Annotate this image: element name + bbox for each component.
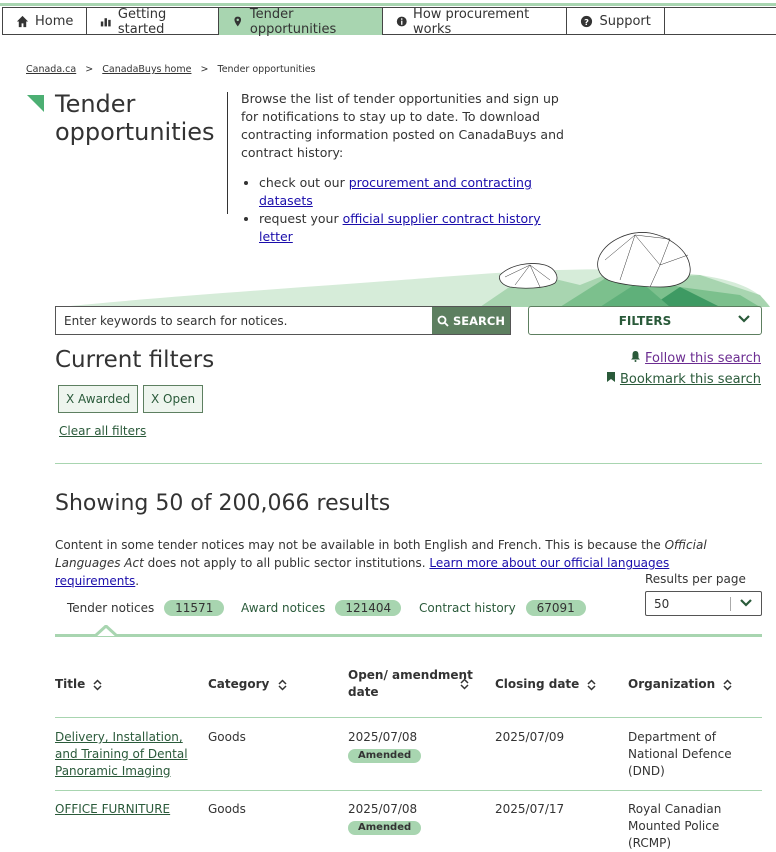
note-text: does not apply to all public sector institutions. (143, 556, 430, 570)
top-accent-bar (0, 0, 776, 6)
intro-list-item (259, 174, 571, 210)
breadcrumb-separator: > (200, 64, 209, 75)
amended-badge: Amended (348, 749, 421, 763)
column-header-label: Open/ amendment date (348, 668, 473, 699)
follow-search-link[interactable]: Follow this search (645, 351, 761, 366)
filters-label: FILTERS (618, 313, 672, 328)
table-row-closing-date: 2025/07/17 (495, 802, 565, 816)
results-count-heading: Showing 50 of 200,066 results (55, 491, 391, 516)
nav-label: How procurement works (413, 6, 530, 37)
table-row-category: Goods (208, 730, 246, 744)
sort-icon (587, 679, 596, 691)
sort-icon (278, 679, 287, 691)
intro-text (241, 90, 571, 246)
column-header-category[interactable] (208, 676, 287, 693)
note-text: . (135, 574, 140, 588)
tab-award-notices[interactable] (241, 600, 401, 616)
column-header-label: Organization (628, 677, 716, 691)
table-row-open-date (348, 729, 421, 763)
tab-tender-notices[interactable] (67, 600, 224, 616)
search-input[interactable] (56, 307, 432, 334)
notice-title-link[interactable]: Delivery, Installation, and Training of Dental Panoramic Imaging (55, 730, 188, 778)
column-header-label: Title (55, 677, 86, 691)
filters-toggle-button[interactable] (528, 306, 762, 335)
tab-label: Tender notices (67, 601, 155, 615)
tab-count-badge: 11571 (164, 600, 224, 616)
amended-badge: Amended (348, 821, 421, 835)
search-box (55, 306, 511, 335)
nav-item-support[interactable] (567, 8, 664, 35)
table-row-organization: Royal Canadian Mounted Police (RCMP) (628, 802, 722, 850)
nav-item-tender-opportunities[interactable] (219, 8, 382, 35)
beaver-hill-illustration (60, 225, 770, 307)
chevron-down-icon (737, 312, 751, 326)
bullet-prefix: check out our (259, 175, 349, 190)
sort-icon (723, 679, 732, 691)
bookmark-search-link[interactable]: Bookmark this search (619, 372, 761, 387)
tab-underline (55, 634, 762, 637)
column-header-open-date[interactable] (348, 667, 478, 701)
tab-label: Award notices (241, 601, 326, 615)
history-letter-link[interactable]: official supplier contract history letter (259, 211, 541, 244)
title-divider (227, 92, 228, 214)
nav-label: Getting started (117, 6, 167, 37)
title-flag-icon (27, 95, 44, 112)
home-icon (16, 15, 29, 28)
tab-contract-history[interactable] (419, 600, 586, 616)
search-button[interactable] (432, 307, 510, 334)
tab-count-badge: 67091 (526, 600, 586, 616)
open-date-value: 2025/07/08 (348, 730, 418, 744)
chevron-down-icon (739, 596, 753, 610)
breadcrumb-canadabuys-home[interactable]: CanadaBuys home (102, 64, 192, 75)
table-row-closing-date: 2025/07/09 (495, 730, 565, 744)
results-per-page-label: Results per page (645, 572, 746, 586)
notice-title-link[interactable]: OFFICE FURNITURE (55, 802, 171, 816)
clear-filters (59, 424, 146, 438)
nav-item-how-procurement-works[interactable] (383, 8, 568, 35)
filter-chip-awarded[interactable]: X Awarded (58, 385, 138, 413)
filter-chip-open[interactable]: X Open (143, 385, 203, 413)
breadcrumb-separator: > (85, 64, 94, 75)
search-button-label: SEARCH (453, 313, 505, 328)
pin-icon (232, 15, 244, 28)
table-header-divider (55, 717, 762, 718)
sort-icon (93, 679, 102, 691)
nav-item-home[interactable] (3, 8, 87, 35)
bookmark-icon (606, 371, 616, 383)
question-icon (580, 15, 593, 28)
table-row-organization: Department of National Defence (DND) (628, 730, 732, 778)
nav-label: Home (35, 14, 74, 29)
open-date-value: 2025/07/08 (348, 802, 418, 816)
column-header-label: Category (208, 677, 270, 691)
bell-icon (630, 350, 641, 362)
clear-filters-link[interactable]: Clear all filters (59, 424, 147, 438)
breadcrumb-current: Tender opportunities (217, 64, 316, 75)
table-row-title (55, 801, 203, 818)
select-divider (730, 597, 731, 611)
sort-icon (460, 678, 469, 690)
info-icon (396, 15, 408, 28)
page-title: Tender opportunities (55, 90, 215, 146)
bullet-prefix: request your (259, 211, 343, 226)
search-icon (437, 315, 449, 327)
table-row-open-date (348, 801, 421, 835)
current-filters-heading: Current filters (55, 347, 215, 373)
breadcrumb (26, 64, 316, 75)
column-header-label: Closing date (495, 677, 580, 691)
official-languages-link[interactable]: Learn more about our official languages requirements (55, 556, 670, 588)
bookmark-search (606, 371, 761, 387)
datasets-link[interactable]: procurement and contracting datasets (259, 175, 532, 208)
table-row-category: Goods (208, 802, 246, 816)
results-per-page-value: 50 (654, 596, 670, 611)
table-row-divider (55, 790, 762, 791)
note-emphasis: Official Languages Act (55, 538, 707, 570)
nav-item-getting-started[interactable] (87, 8, 219, 35)
intro-paragraph: Browse the list of tender opportunities and sign up for notifications to stay up to date. To download contracting information posted on CanadaBuys and contract history: (241, 91, 564, 160)
column-header-organization[interactable] (628, 676, 732, 693)
chart-icon (100, 15, 111, 28)
note-text: Content in some tender notices may not be available in both English and French. This is because the (55, 538, 665, 552)
section-divider (55, 463, 762, 464)
nav-label: Support (599, 14, 651, 29)
tab-label: Contract history (419, 601, 516, 615)
column-header-closing-date[interactable] (495, 676, 596, 693)
main-nav (2, 7, 776, 35)
breadcrumb-canada[interactable]: Canada.ca (26, 64, 77, 75)
nav-spacer (665, 8, 776, 34)
active-tab-indicator (95, 625, 117, 637)
tab-count-badge: 121404 (335, 600, 401, 616)
follow-search (630, 350, 761, 366)
nav-label: Tender opportunities (249, 6, 337, 37)
column-header-title[interactable] (55, 676, 102, 693)
table-row-title (55, 729, 203, 780)
svg-text:?: ? (584, 16, 590, 27)
results-per-page-select[interactable] (645, 591, 762, 616)
